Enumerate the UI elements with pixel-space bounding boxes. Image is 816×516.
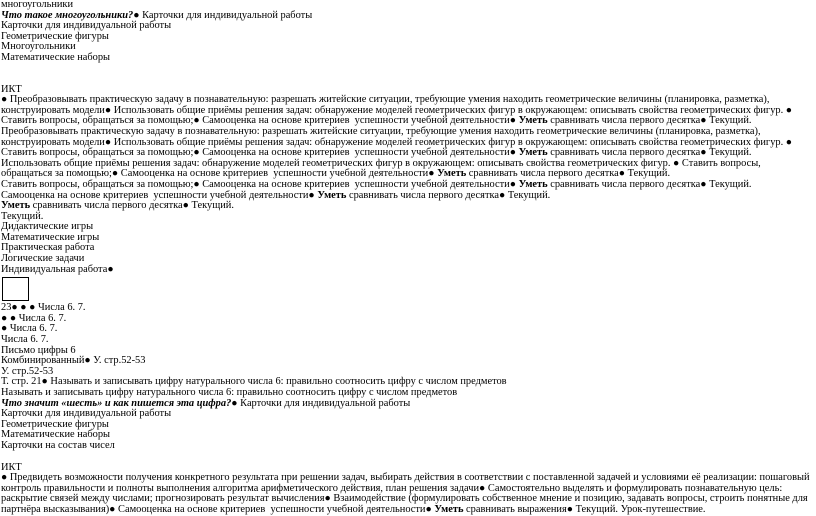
lesson-question: Что такое многоугольники? [1,9,134,21]
text-line: Геометрические фигуры [1,30,109,42]
text-line: ● ● Числа 6. 7. [1,312,67,324]
text-line: Геометрические фигуры [1,418,109,430]
ikt-label: ИКТ [1,83,22,95]
spacer [1,452,813,463]
text-line: Логические задачи [1,253,85,265]
paragraph: Самооценка на основе критериев успешности учебной деятельности● Уметь сравнивать числа первого десятка● Текущий. [1,189,551,201]
text-line: Комбинированный● У. стр.52-53 [1,355,146,367]
text-line: многоугольники [1,0,74,10]
text-line: Т. стр. 21● Называть и записывать цифру натурального числа 6: правильно соотносить цифру с числом предметов [1,376,507,388]
text-line: Математические наборы [1,429,111,441]
text-line: Индивидуальная работа● [1,263,114,275]
text-line: Карточки для индивидуальной работы [1,408,172,420]
spacer [1,64,813,85]
empty-image-frame [1,275,813,303]
text-line: Многоугольники [1,41,76,53]
image-placeholder [2,277,29,301]
text-line: ● Числа 6. 7. [1,323,58,335]
text-line: Практическая работа [1,242,95,254]
paragraph: Ставить вопросы, обращаться за помощью;● Самооценка на основе критериев успешности учебной деятельности● Уметь сравнивать числа первого десятка● Текущий. [1,178,752,190]
lesson-question: Что значит «шесть» и как пишется эта цифра? [1,397,232,409]
text-line: Математические наборы [1,51,111,63]
text-line: Дидактические игры [1,221,94,233]
paragraph: ● Преобразовывать практическую задачу в познавательную: разрешать житейские ситуации, требующие умения находить геометрические величины (планировка, разметка), конструировать модели● Использовать общие приёмы решения задач: обнаружение моделей геометрических фигур в окружающем: описывать свойства геометрических фигур. ● Ставить вопросы, обращаться за помощью;● Самооценка на основе критериев успешности учебной деятельности● Уметь сравнивать числа первого десятка● Текущий. [1,94,795,127]
text-line: Текущий. [1,210,44,222]
text-line: Карточки на состав чисел [1,439,115,451]
paragraph: Уметь сравнивать числа первого десятка● Текущий. [1,200,234,212]
ikt-label: ИКТ [1,461,22,473]
paragraph: ● Предвидеть возможности получения конкретного результата при решении задач, выбирать действия в соответствии с поставленной задачей и условиями её реализации: пошаговый контроль правильности и полноты выполнения алгоритма арифметического действия, план решения задачи● Самостоятельно выделять и формулировать познавательную цель: раскрытие связей между числами; прогнозировать результат вычисления● Взаимодействие (формулировать собственное мнение и позицию, задавать вопросы, строить понятные для партнёра высказывания)● Самооценка на основе критериев успешности учебной деятельности● Уметь сравнивать выражения● Текущий. Урок-путешествие. [1,472,813,515]
paragraph: Использовать общие приёмы решения задач: обнаружение моделей геометрических фигур в окружающем: описывать свойства геометрических фигур. ● Ставить вопросы, обращаться за помощью;● Самооценка на основе критериев успешности учебной деятельности● Уметь сравнивать числа первого десятка● Текущий. [1,157,764,180]
text-line: Называть и записывать цифру натурального числа 6: правильно соотносить цифру с числом предметов [1,387,458,398]
text-line: 23● ● ● Числа 6. 7. [1,302,86,314]
text-line: Письмо цифры 6 [1,344,76,356]
text-line: Числа 6. 7. [1,334,49,346]
text-line: Что такое многоугольники?● Карточки для индивидуальной работы [1,9,313,21]
text-line: У. стр.52-53 [1,365,54,377]
text-line: Математические игры [1,231,100,243]
text-line: Карточки для индивидуальной работы [1,20,172,32]
text-line: Что значит «шесть» и как пишется эта цифра?● Карточки для индивидуальной работы [1,397,411,409]
paragraph: Преобразовывать практическую задачу в познавательную: разрешать житейские ситуации, требующие умения находить геометрические величины (планировка, разметка), конструировать модели● Использовать общие приёмы решения задач: обнаружение моделей геометрических фигур в окружающем: описывать свойства геометрических фигур. ● Ставить вопросы, обращаться за помощью;● Самооценка на основе критериев успешности учебной деятельности● Уметь сравнивать числа первого десятка● Текущий. [1,125,795,159]
